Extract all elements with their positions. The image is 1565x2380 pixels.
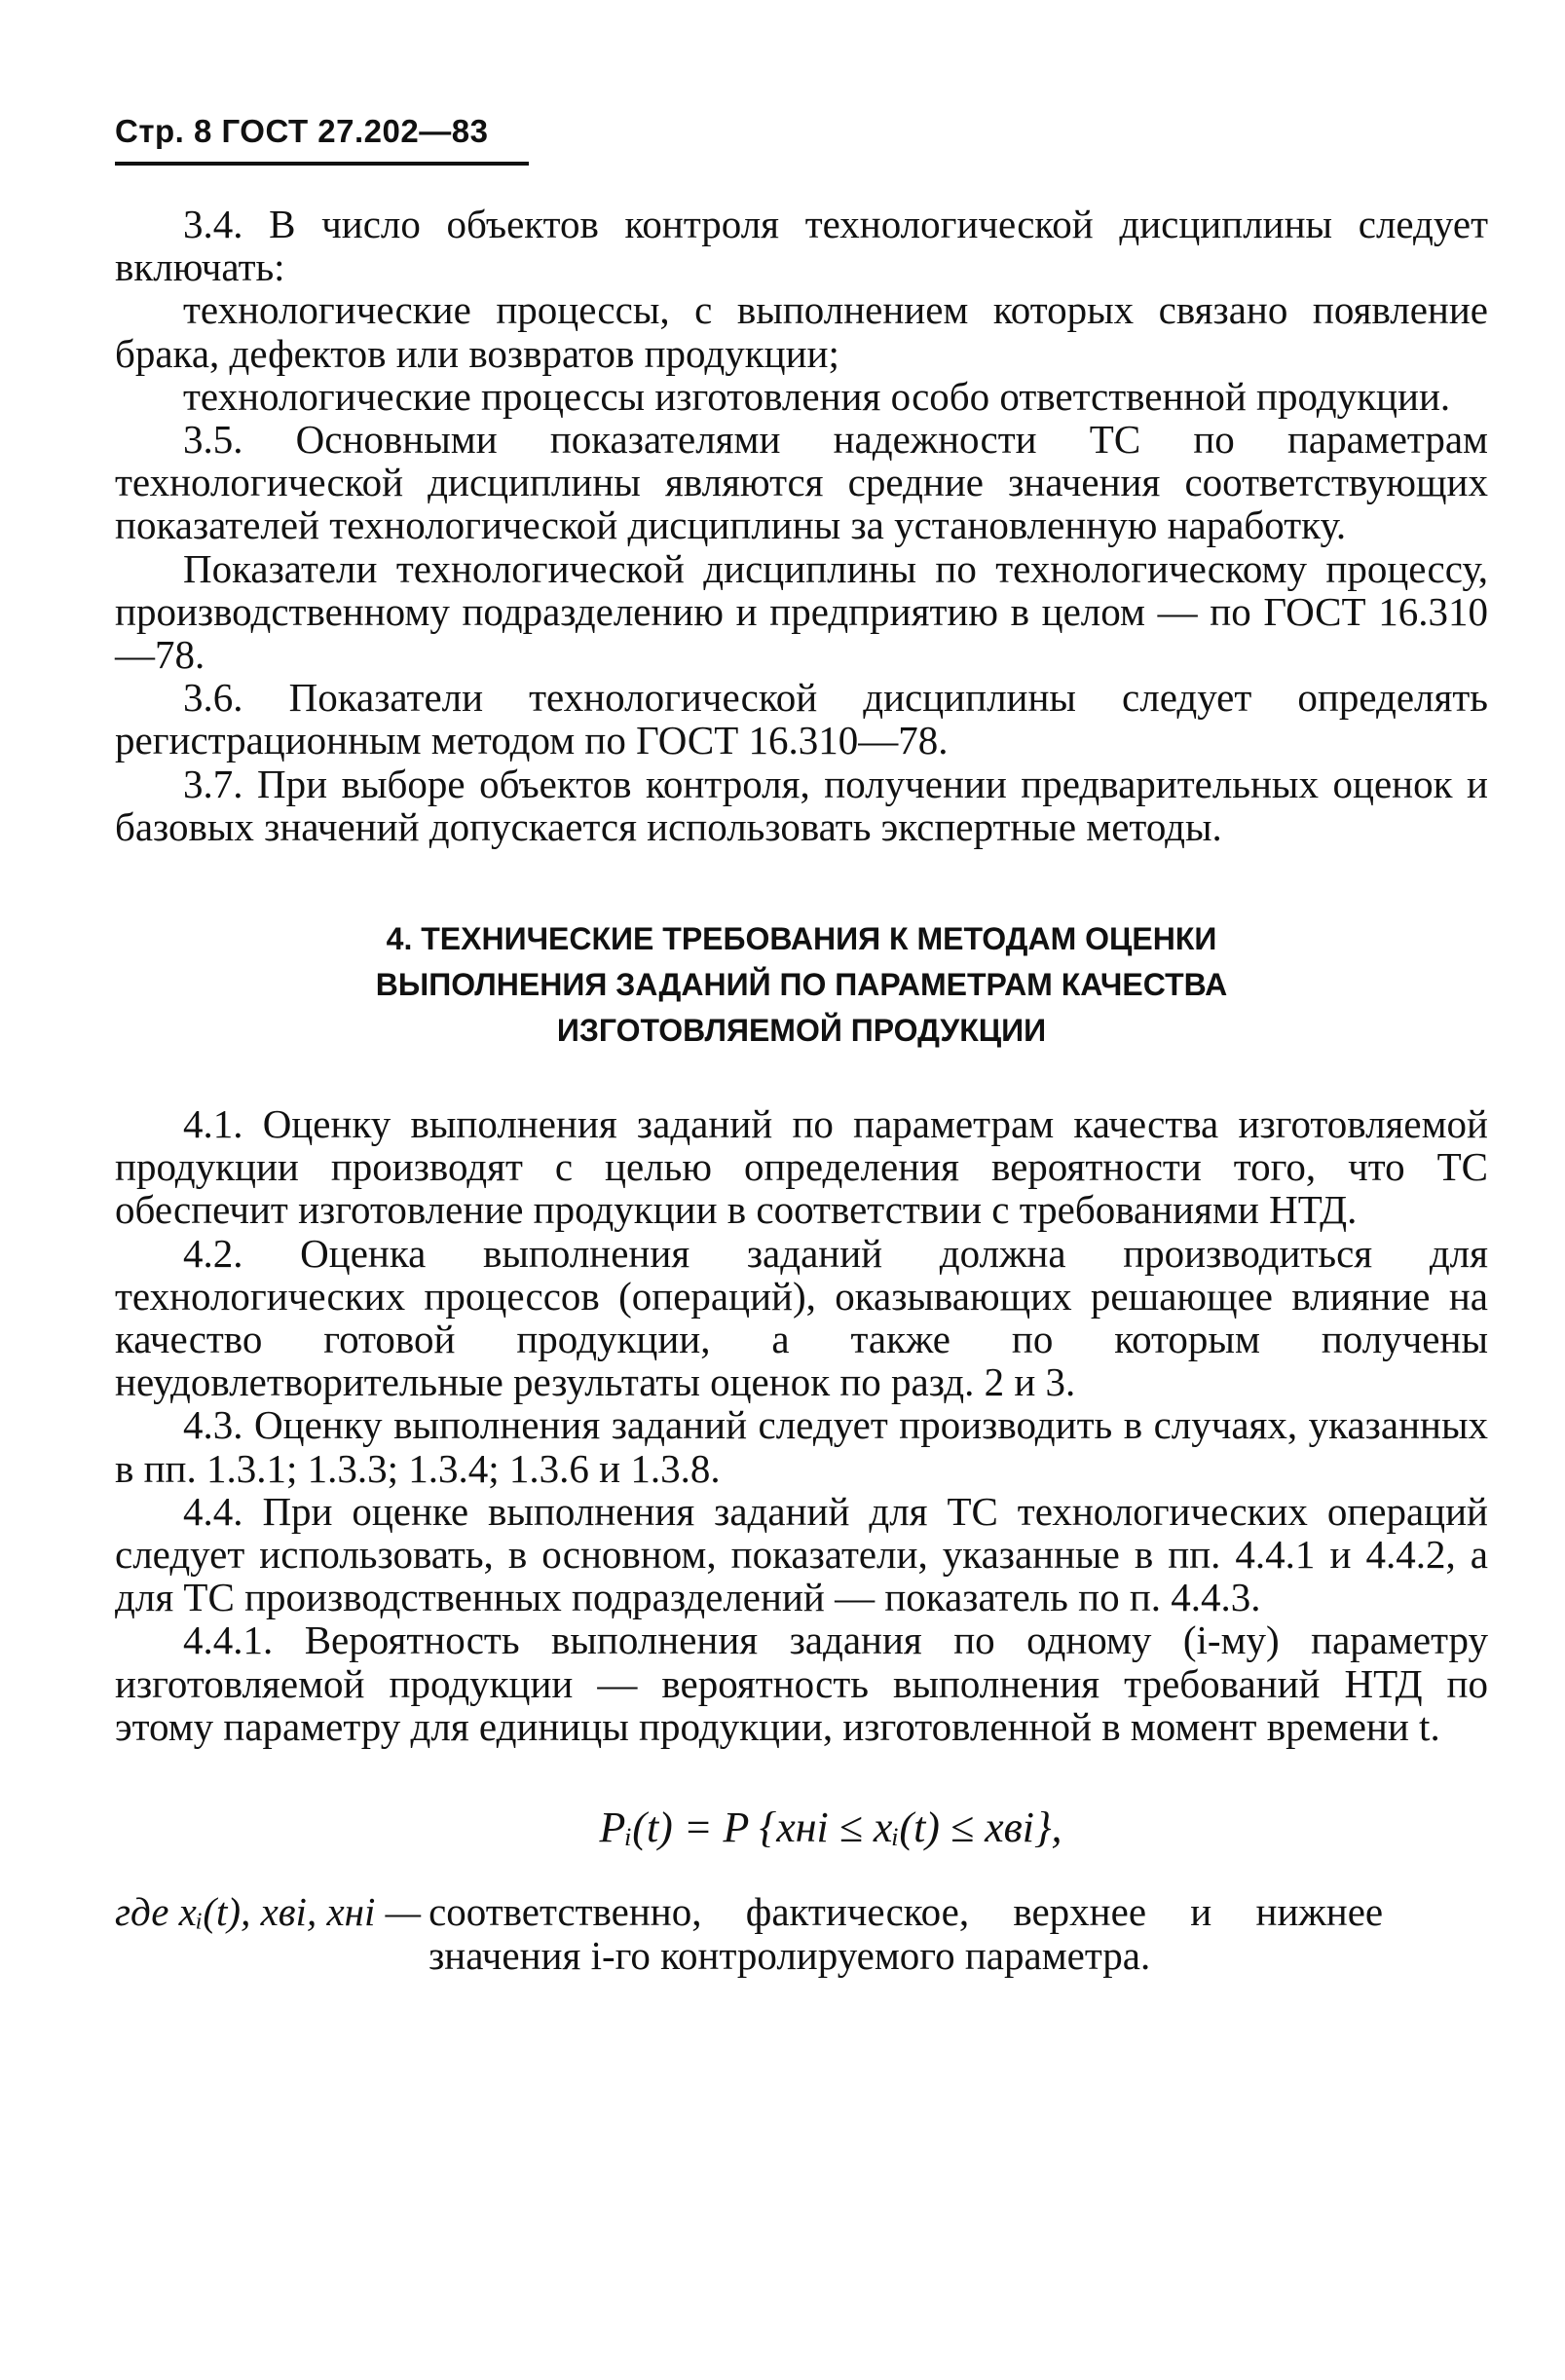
section-heading-line: ВЫПОЛНЕНИЯ ЗАДАНИЙ ПО ПАРАМЕТРАМ КАЧЕСТВА [375,967,1228,1003]
clause-3-5: 3.5. Основными показателями надежности ТС по параметрам технологической дисциплины являются средние значения соответствующих показателей технологической дисциплины за установленную наработку. [115,417,1488,548]
clause-4-4-1: 4.4.1. Вероятность выполнения задания по одному (i-му) параметру изготовляемой продукции — вероятность выполнения требований НТД по этому параметру для единицы продукции, изготовленной в момент времени t. [115,1618,1488,1749]
clause-4-1: 4.1. Оценку выполнения заданий по параметрам качества изготовляемой продукции производят с целью определения вероятности того, что ТС обеспечит изготовление продукции в соответствии с требованиями НТД. [115,1101,1488,1233]
section-heading-line: 4. ТЕХНИЧЕСКИЕ ТРЕБОВАНИЯ К МЕТОДАМ ОЦЕНКИ [386,921,1217,957]
document-body [115,203,1488,1977]
clause-3-4: 3.4. В число объектов контроля технологической дисциплины следует включать: [115,202,1488,290]
clause-3-7: 3.7. При выборе объектов контроля, получении предварительных оценок и базовых значений допускается использовать экспертные методы. [115,761,1488,849]
running-head: Стр. 8 ГОСТ 27.202—83 [115,113,489,149]
clause-3-4-item-2: технологические процессы изготовления особо ответственной продукции. [183,373,1451,419]
clause-4-3: 4.3. Оценку выполнения заданий следует производить в случаях, указанных в пп. 1.3.1; 1.3.3; 1.3.4; 1.3.6 и 1.3.8. [115,1402,1488,1491]
formula-legend-symbols: где xᵢ(t), xвi, xнi — [115,1889,422,1935]
section-4-heading [115,916,1488,1054]
formula-legend [115,1890,1488,1976]
clause-3-6: 3.6. Показатели технологической дисциплины следует определять регистрационным методом по ГОСТ 16.310—78. [115,675,1488,763]
clause-4-2: 4.2. Оценка выполнения заданий должна производиться для технологических процессов (операций), оказывающих решающее влияние на качество готовой продукции, а также по которым получены неудовлетворительные результаты оценок по разд. 2 и 3. [115,1230,1488,1405]
header-rule [115,162,529,166]
probability-formula: Pᵢ(t) = P {xнi ≤ xᵢ(t) ≤ xвi}, [599,1804,1062,1852]
section-heading-line: ИЗГОТОВЛЯЕМОЙ ПРОДУКЦИИ [556,1013,1047,1049]
clause-4-4: 4.4. При оценке выполнения заданий для ТС технологических операций следует использовать, в основном, показатели, указанные в пп. 4.4.1 и 4.4.2, а для ТС производственных подразделений — показатель по п. 4.4.3. [115,1488,1488,1620]
clause-3-4-item-1: технологические процессы, с выполнением которых связано появление брака, дефектов или возвратов продукции; [115,287,1488,376]
formula-legend-description: соответственно, фактическое, верхнее и нижнее значения i-го контролируемого параметра. [429,1889,1384,1978]
clause-3-5-continued: Показатели технологической дисциплины по технологическому процессу, производственному подразделению и предприятию в целом — по ГОСТ 16.310—78. [115,545,1488,678]
